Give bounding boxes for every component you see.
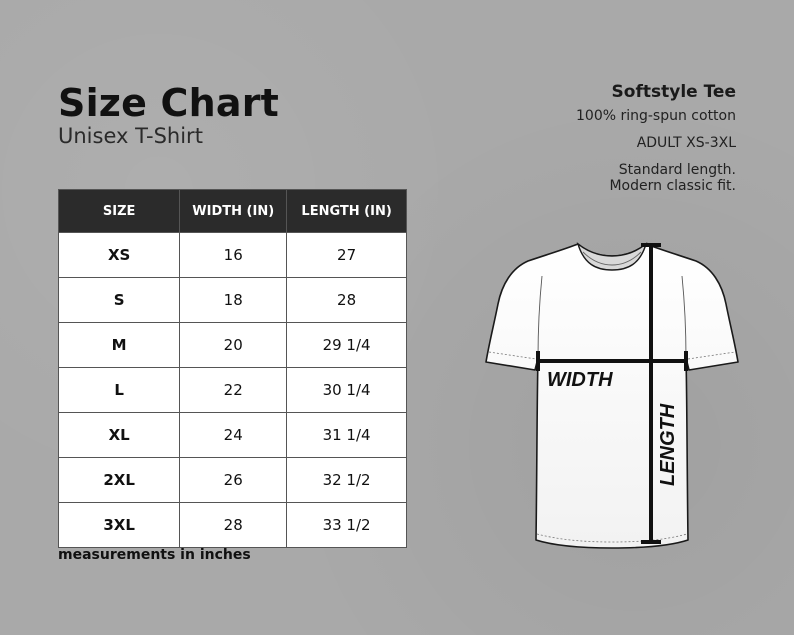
product-material: 100% ring-spun cotton	[576, 107, 736, 124]
width-cell: 28	[180, 503, 287, 548]
page-title: Size Chart	[58, 81, 280, 125]
table-row	[59, 278, 407, 323]
column-header-length: LENGTH (IN)	[287, 190, 407, 233]
table-row	[59, 323, 407, 368]
length-cell: 28	[287, 278, 407, 323]
width-label: WIDTH	[547, 369, 613, 391]
tshirt-diagram	[480, 236, 745, 551]
table-row	[59, 458, 407, 503]
width-cell: 18	[180, 278, 287, 323]
width-cell: 16	[180, 233, 287, 278]
width-cell: 26	[180, 458, 287, 503]
width-cell: 24	[180, 413, 287, 458]
length-cell: 33 1/2	[287, 503, 407, 548]
width-cell: 20	[180, 323, 287, 368]
table-row	[59, 503, 407, 548]
size-cell: 3XL	[59, 503, 180, 548]
product-fit-line-2: Modern classic fit.	[609, 177, 736, 194]
size-cell: 2XL	[59, 458, 180, 503]
length-cell: 27	[287, 233, 407, 278]
measurement-footnote: measurements in inches	[58, 547, 251, 563]
size-table-header-row	[59, 190, 407, 233]
size-table	[58, 189, 407, 548]
size-cell: XL	[59, 413, 180, 458]
table-row	[59, 233, 407, 278]
length-cell: 30 1/4	[287, 368, 407, 413]
length-label: LENGTH	[657, 403, 679, 486]
product-fit-line-1: Standard length.	[618, 161, 736, 178]
column-header-width: WIDTH (IN)	[180, 190, 287, 233]
size-cell: S	[59, 278, 180, 323]
size-cell: M	[59, 323, 180, 368]
length-cell: 31 1/4	[287, 413, 407, 458]
width-cell: 22	[180, 368, 287, 413]
product-size-range: ADULT XS-3XL	[636, 134, 736, 151]
length-cell: 32 1/2	[287, 458, 407, 503]
size-cell: L	[59, 368, 180, 413]
product-fit	[576, 162, 736, 194]
size-cell: XS	[59, 233, 180, 278]
product-info	[576, 83, 736, 194]
tshirt-outline	[486, 244, 738, 548]
table-row	[59, 413, 407, 458]
product-name: Softstyle Tee	[611, 82, 736, 102]
page-subtitle: Unisex T-Shirt	[58, 124, 203, 148]
table-row	[59, 368, 407, 413]
length-cell: 29 1/4	[287, 323, 407, 368]
column-header-size: SIZE	[59, 190, 180, 233]
